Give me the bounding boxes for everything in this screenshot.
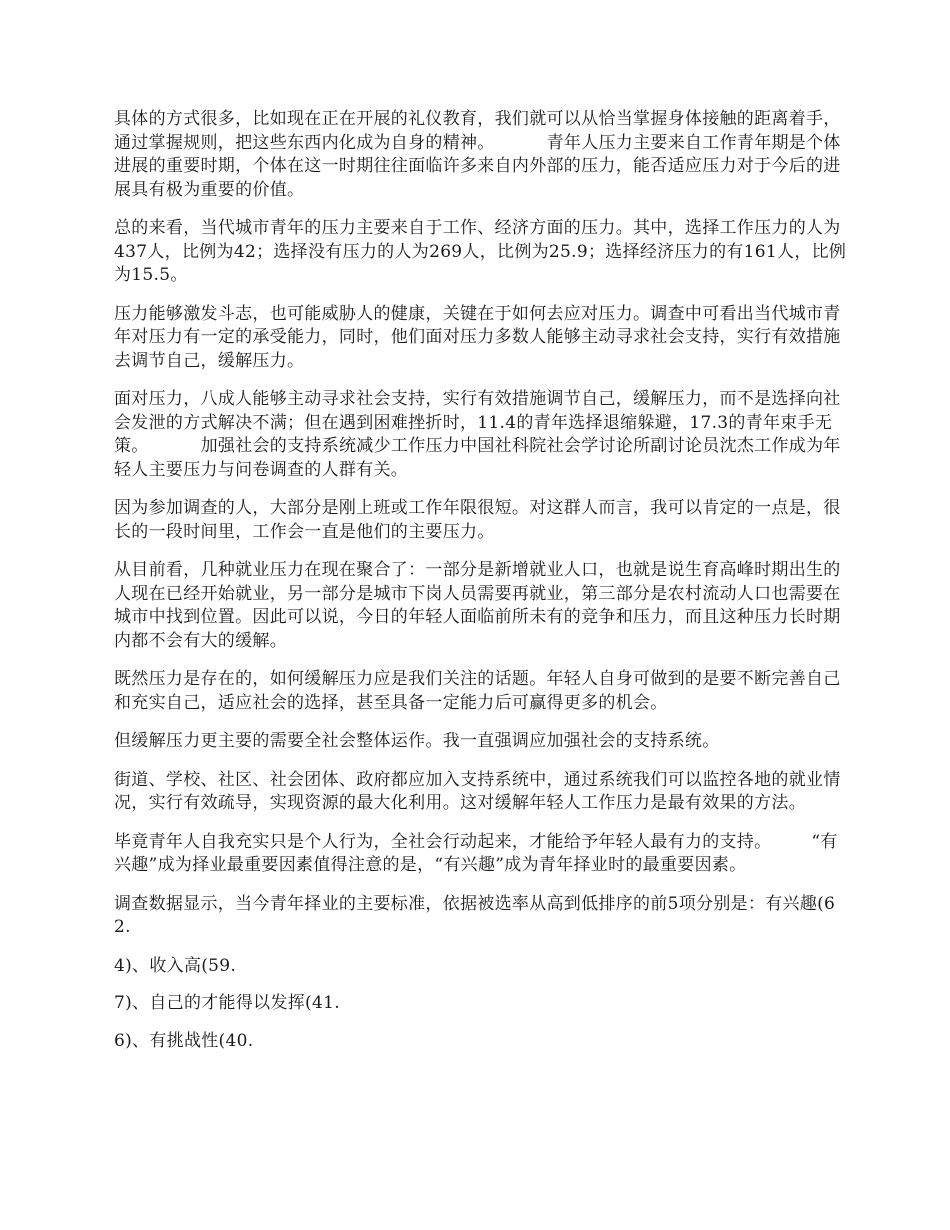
paragraph-7-text: 既然压力是存在的，如何缓解压力应是我们关注的话题。年轻人自身可做到的是要不断完善自己和充实自己，适应社会的选择，甚至具备一定能力后可赢得更多的机会。 bbox=[114, 669, 841, 713]
paragraph-4-text-b: 加强社会的支持系统减少工作压力中国社科院社会学讨论所副讨论员沈杰工作成为年轻人主要压力与问卷调查的人群有关。 bbox=[114, 436, 841, 480]
paragraph-1 bbox=[114, 108, 850, 202]
paragraph-3-text: 压力能够激发斗志，也可能威胁人的健康，关键在于如何去应对压力。调查中可看出当代城市青年对压力有一定的承受能力，同时，他们面对压力多数人能够主动寻求社会支持，实行有效措施去调节自己，缓解压力。 bbox=[114, 303, 841, 371]
paragraph-2-text: 总的来看，当代城市青年的压力主要来自于工作、经济方面的压力。其中，选择工作压力的人为437人，比例为42；选择没有压力的人为269人，比例为25.9；选择经济压力的有161人，比例为15.5。 bbox=[114, 218, 847, 285]
paragraph-6-text: 从目前看，几种就业压力在现在聚合了：一部分是新增就业人口，也就是说生育高峰时期出生的人现在已经开始就业，另一部分是城市下岗人员需要再就业，第三部分是农村流动人口也需要在城市中找到位置。因此可以说，今日的年轻人面临前所未有的竞争和压力，而且这种压力长时期内都不会有大的缓解。 bbox=[114, 560, 841, 651]
paragraph-6 bbox=[114, 559, 850, 653]
paragraph-8 bbox=[114, 730, 850, 754]
paragraph-7 bbox=[114, 668, 850, 715]
paragraph-10-text-a: 毕竟青年人自我充实只是个人行为，全社会行动起来，才能给予年轻人最有力的支持。 bbox=[114, 831, 772, 852]
paragraph-9 bbox=[114, 769, 850, 816]
paragraph-5-text: 因为参加调查的人，大部分是刚上班或工作年限很短。对这群人而言，我可以肯定的一点是，很长的一段时间里，工作会一直是他们的主要压力。 bbox=[114, 498, 841, 542]
paragraph-1-text-b: 青年人压力主要来自工作青年期是个体进展的重要时期，个体在这一时期往往面临许多来自内外部的压力，能否适应压力对于今后的进展具有极为重要的价值。 bbox=[114, 132, 841, 200]
paragraph-2 bbox=[114, 217, 850, 288]
paragraph-12-text: 4)、收入高(59. bbox=[114, 955, 237, 976]
paragraph-12 bbox=[114, 955, 850, 979]
paragraph-10-text-b: “有兴趣”成为择业最重要因素值得注意的是，“有兴趣”成为青年择业时的最重要因素。 bbox=[114, 831, 838, 875]
paragraph-1-text-a: 具体的方式很多，比如现在正在开展的礼仪教育，我们就可以从恰当掌握身体接触的距离着手，通过掌握规则，把这些东西内化成为自身的精神。 bbox=[114, 109, 841, 153]
paragraph-11-text: 调查数据显示，当今青年择业的主要标准，依据被选率从高到低排序的前5项分别是：有兴趣(62. bbox=[114, 893, 836, 937]
paragraph-5 bbox=[114, 497, 850, 544]
paragraph-4-text-a: 面对压力，八成人能够主动寻求社会支持，实行有效措施调节自己，缓解压力，而不是选择向社会发泄的方式解决不满；但在遇到困难挫折时，11.4的青年选择退缩躲避，17.3的青年束手无策。 bbox=[114, 389, 841, 456]
paragraph-8-text: 但缓解压力更主要的需要全社会整体运作。我一直强调应加强社会的支持系统。 bbox=[114, 731, 720, 751]
paragraph-14-text: 6)、有挑战性(40. bbox=[114, 1030, 254, 1051]
paragraph-9-text: 街道、学校、社区、社会团体、政府都应加入支持系统中，通过系统我们可以监控各地的就业情况，实行有效疏导，实现资源的最大化利用。这对缓解年轻人工作压力是最有效果的方法。 bbox=[114, 769, 841, 813]
paragraph-10 bbox=[114, 831, 850, 878]
paragraph-4 bbox=[114, 388, 850, 482]
paragraph-14 bbox=[114, 1030, 850, 1054]
paragraph-11 bbox=[114, 893, 850, 940]
paragraph-13-text: 7)、自己的才能得以发挥(41. bbox=[114, 993, 340, 1013]
paragraph-13 bbox=[114, 992, 850, 1016]
paragraph-3 bbox=[114, 303, 850, 374]
